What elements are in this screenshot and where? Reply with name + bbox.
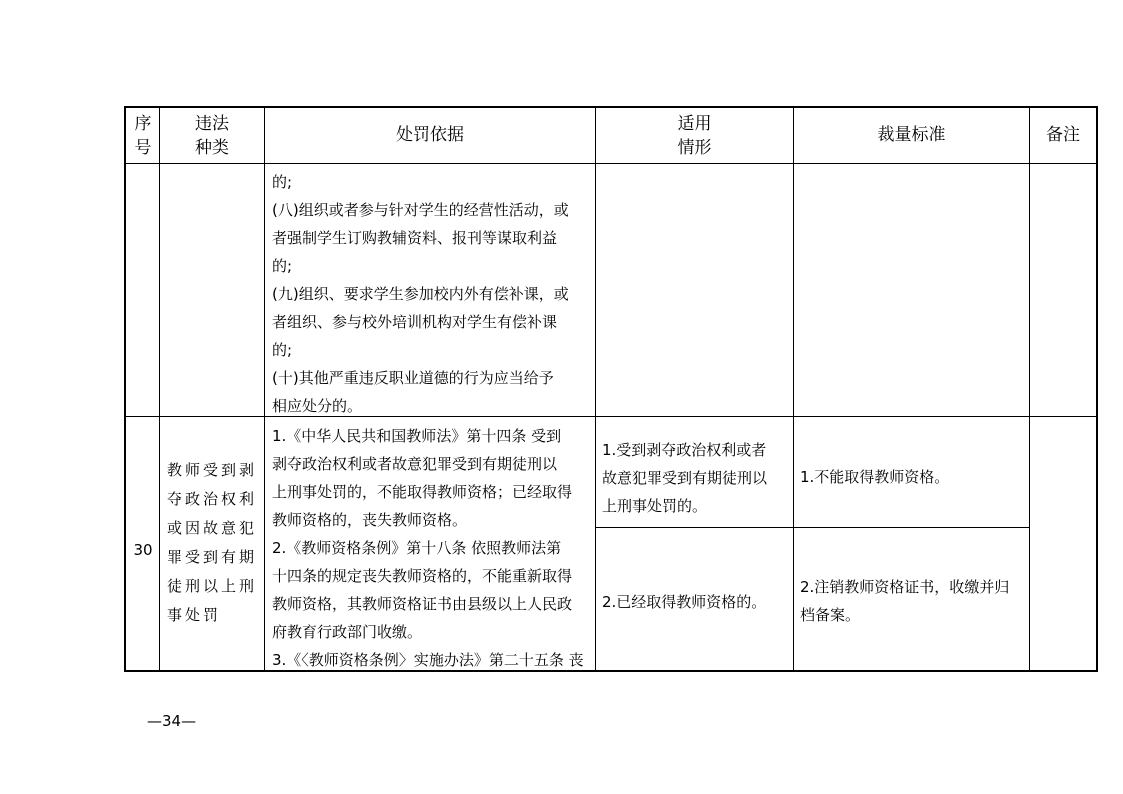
header-seq-line2: 号 <box>134 138 152 158</box>
situation-line: 1.受到剥夺政治权利或者 <box>602 441 767 459</box>
standard-line: 档备案。 <box>800 606 861 624</box>
basis-line: 2.《教师资格条例》第十八条 依照教师法第 <box>272 539 562 557</box>
header-standard-label: 裁量标准 <box>877 125 946 145</box>
violation-line: 夺政治权利 <box>167 490 258 508</box>
col-divider-1 <box>159 106 160 672</box>
violation-line: 事处罚 <box>167 606 222 624</box>
header-basis <box>265 123 595 147</box>
basis-line: 3.《〈教师资格条例〉实施办法》第二十五条 丧 <box>272 651 584 669</box>
header-applicable <box>596 112 793 160</box>
col-divider-4 <box>793 106 794 672</box>
table-left-border <box>124 106 126 672</box>
basis-line: 府教育行政部门收缴。 <box>272 623 423 641</box>
header-basis-label: 处罚依据 <box>396 125 464 145</box>
basis-line: 教师资格的，丧失教师资格。 <box>272 511 468 529</box>
violation-line: 教师受到剥 <box>167 461 258 479</box>
header-violation <box>160 112 264 160</box>
situation-line: 2.已经取得教师资格的。 <box>602 593 767 611</box>
header-remarks-label: 备注 <box>1046 125 1080 145</box>
header-applicable-line2: 情形 <box>677 138 712 158</box>
basis-line: (九)组织、要求学生参加校内外有偿补课，或 <box>272 285 569 303</box>
row-30-seq <box>126 536 160 564</box>
basis-line: 剥夺政治权利或者故意犯罪受到有期徒刑以 <box>272 455 558 473</box>
basis-line: 者强制学生订购教辅资料、报刊等谋取利益 <box>272 229 558 247</box>
situation-line: 故意犯罪受到有期徒刑以 <box>602 469 768 487</box>
basis-line: 相应处分的。 <box>272 397 363 415</box>
situation-line: 上刑事处罚的。 <box>602 497 708 515</box>
standard-line: 1.不能取得教师资格。 <box>800 468 950 486</box>
basis-line: (八)组织或者参与针对学生的经营性活动，或 <box>272 201 569 219</box>
case-2-situation <box>602 588 792 616</box>
basis-line: 的; <box>272 257 293 275</box>
basis-line: 上刑事处罚的，不能取得教师资格；已经取得 <box>272 483 573 501</box>
table-right-border <box>1096 106 1098 672</box>
case-1-standard <box>800 463 1025 491</box>
header-seq <box>126 112 160 160</box>
table-top-border <box>124 106 1098 108</box>
violation-line: 罪受到有期 <box>167 548 258 566</box>
col-divider-3 <box>595 106 596 672</box>
row-30-seq-value: 30 <box>133 541 153 559</box>
table-bottom-border <box>124 670 1098 672</box>
row-30-violation <box>167 456 261 630</box>
row-30-basis <box>272 422 592 674</box>
header-seq-line1: 序 <box>134 114 152 134</box>
basis-line: 教师资格，其教师资格证书由县级以上人民政 <box>272 595 573 613</box>
row-divider <box>124 416 1098 417</box>
page-number: —34— <box>147 712 197 730</box>
case-2-standard <box>800 573 1025 629</box>
violation-line: 徒刑以上刑 <box>167 577 258 595</box>
header-remarks <box>1030 123 1096 147</box>
header-standard <box>794 123 1029 147</box>
header-violation-line1: 违法 <box>195 114 229 134</box>
violation-line: 或因故意犯 <box>167 519 258 537</box>
header-bottom-border <box>124 163 1098 164</box>
basis-line: 者组织、参与校外培训机构对学生有偿补课 <box>272 313 558 331</box>
basis-line: 的; <box>272 173 293 191</box>
col-divider-5 <box>1029 106 1030 672</box>
basis-line: 十四条的规定丧失教师资格的，不能重新取得 <box>272 567 573 585</box>
case-divider <box>595 527 1030 528</box>
header-violation-line2: 种类 <box>195 138 229 158</box>
penalty-table <box>124 106 1098 672</box>
basis-line: 的; <box>272 341 293 359</box>
col-divider-2 <box>264 106 265 672</box>
standard-line: 2.注销教师资格证书，收缴并归 <box>800 578 1010 596</box>
basis-line: (十)其他严重违反职业道德的行为应当给予 <box>272 369 554 387</box>
continued-basis-cell <box>272 168 592 420</box>
case-1-situation <box>602 436 792 520</box>
basis-line: 1.《中华人民共和国教师法》第十四条 受到 <box>272 427 562 445</box>
header-applicable-line1: 适用 <box>677 114 712 134</box>
